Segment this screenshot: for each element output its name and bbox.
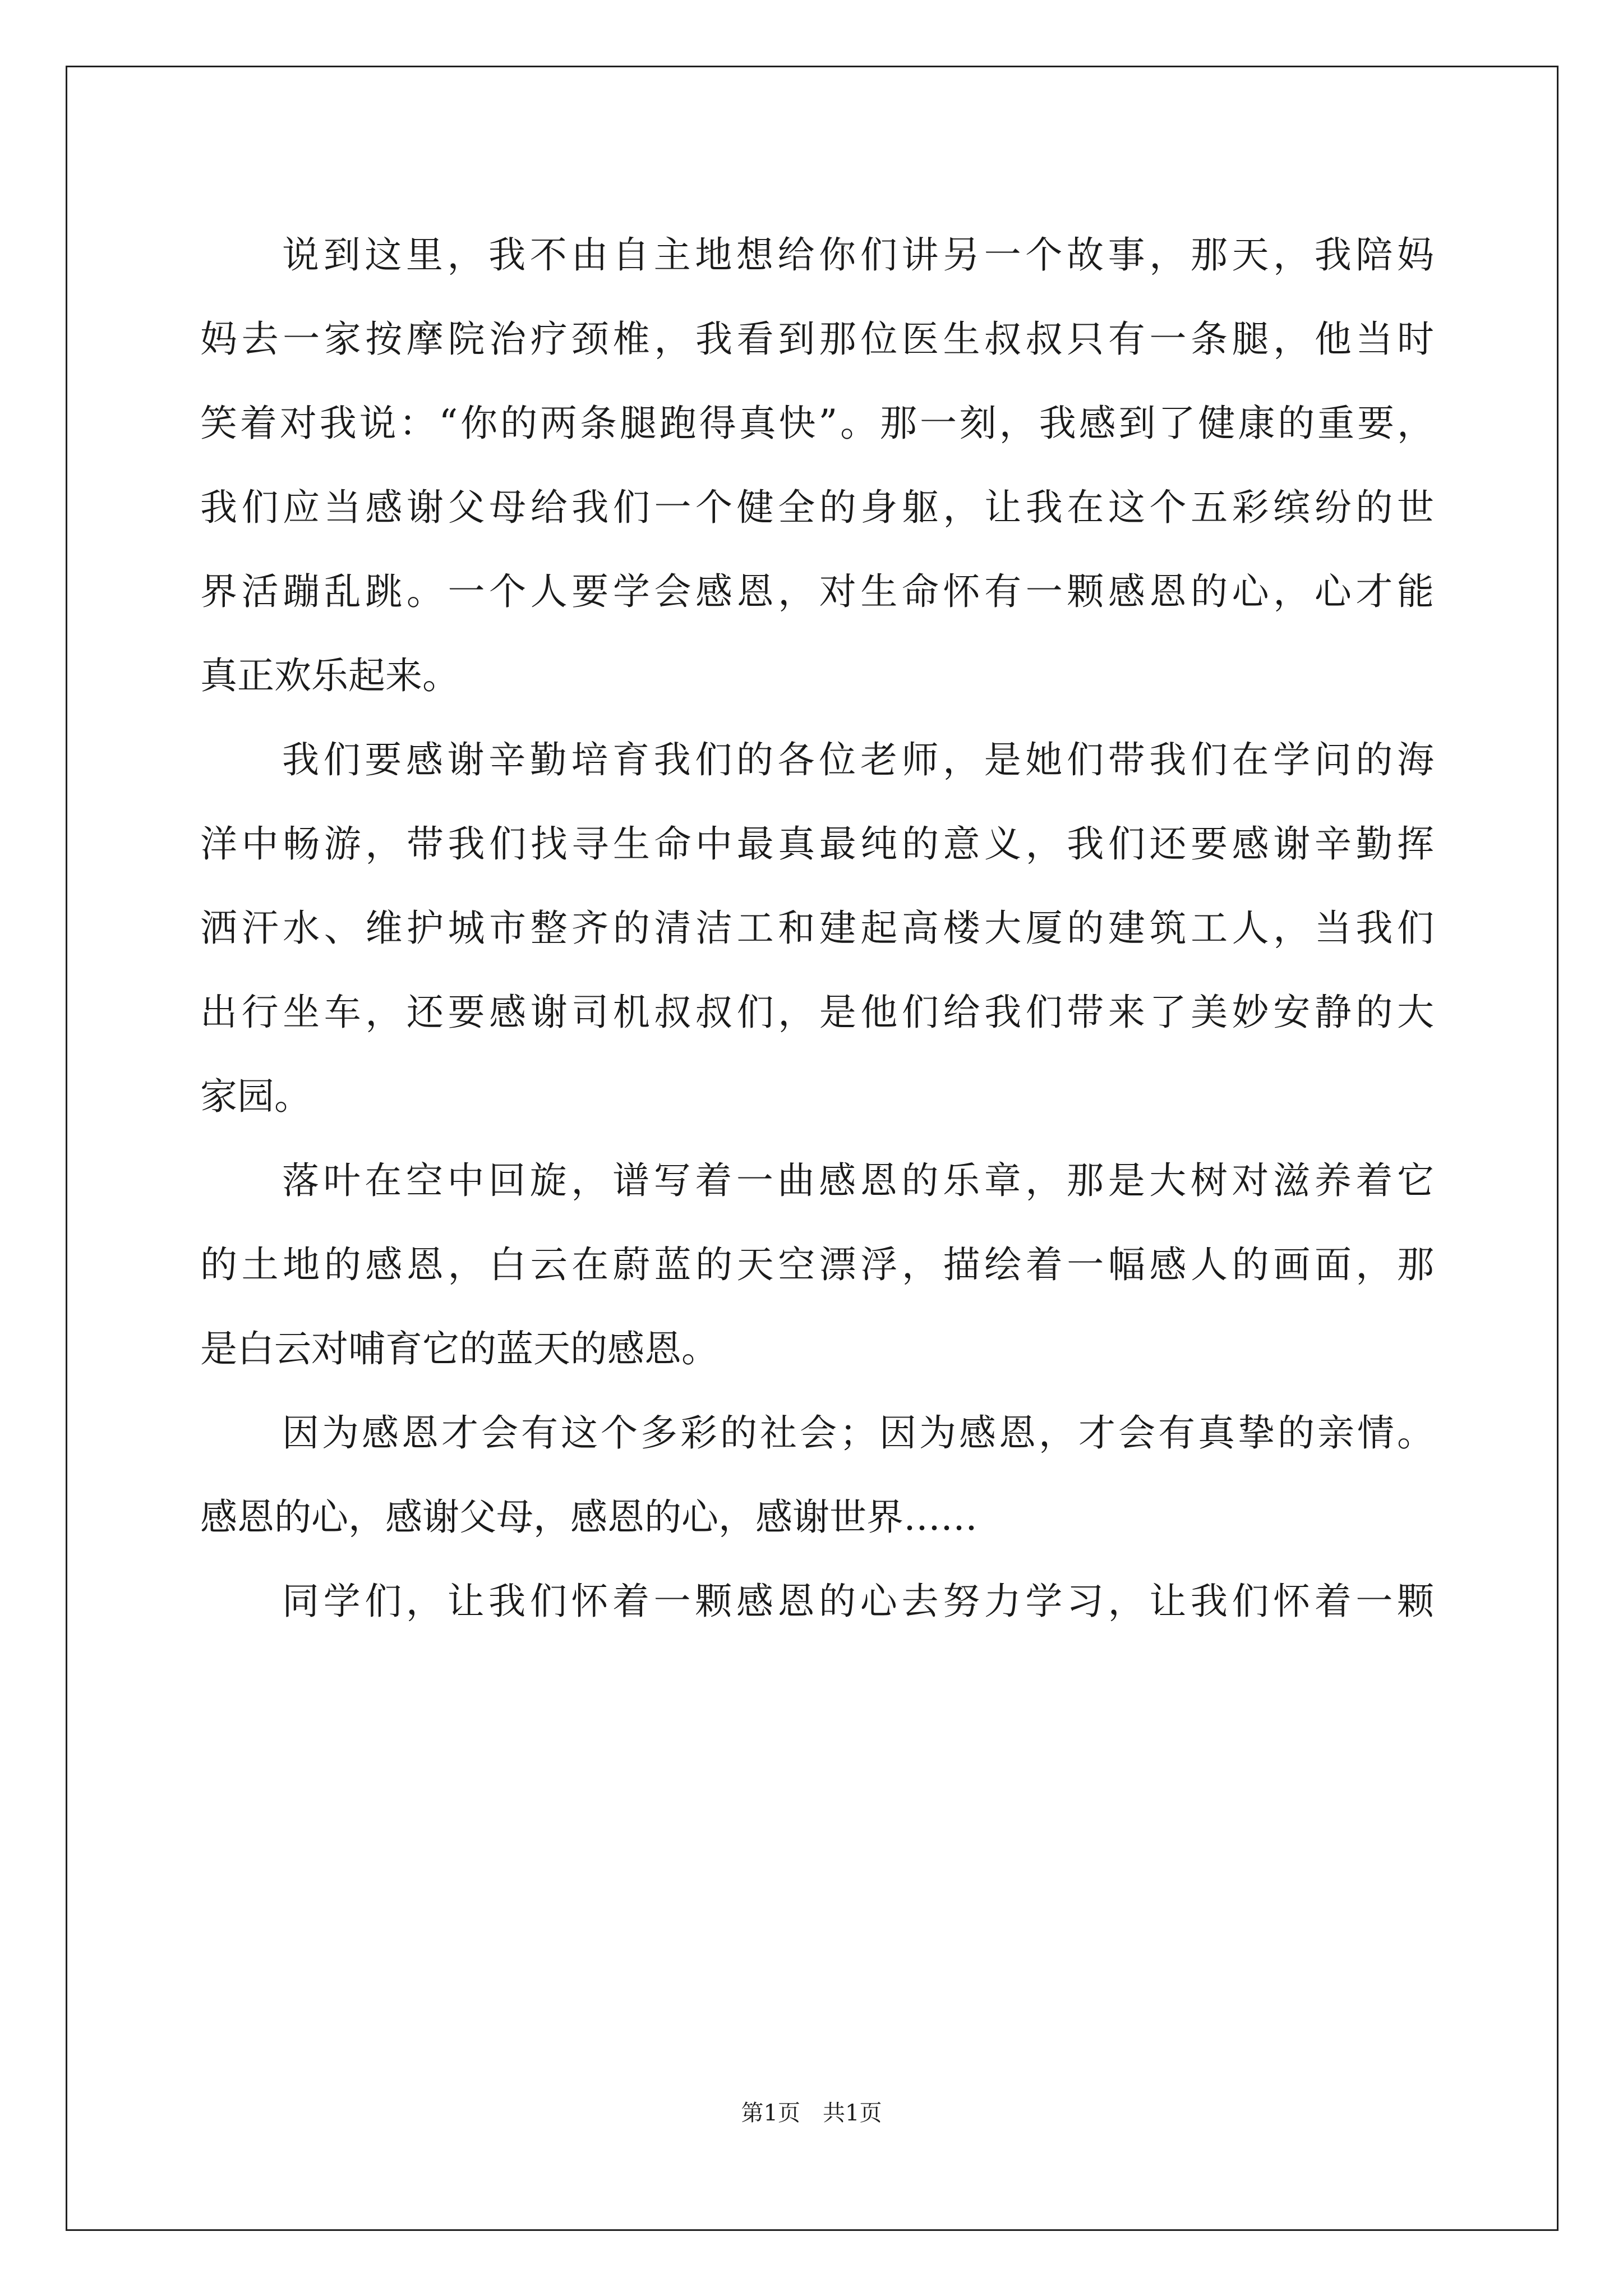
text-line: 界活蹦乱跳。一个人要学会感恩，对生命怀有一颗感恩的心，心才能 (200, 570, 1434, 613)
paragraph-4 (200, 1391, 1434, 1559)
document-body (200, 213, 1434, 1644)
text-line: 出行坐车，还要感谢司机叔叔们，是他们给我们带来了美妙安静的大 (200, 991, 1434, 1034)
text-line: 我们应当感谢父母给我们一个健全的身躯，让我在这个五彩缤纷的世 (200, 486, 1434, 529)
text-line: 同学们，让我们怀着一颗感恩的心去努力学习，让我们怀着一颗 (282, 1580, 1434, 1623)
text-line: 家园。 (200, 1075, 311, 1118)
text-line: 的土地的感恩，白云在蔚蓝的天空漂浮，描绘着一幅感人的画面，那 (200, 1243, 1434, 1286)
text-line: 落叶在空中回旋，谱写着一曲感恩的乐章，那是大树对滋养着它 (282, 1159, 1434, 1202)
text-line: 我们要感谢辛勤培育我们的各位老师，是她们带我们在学问的海 (282, 738, 1434, 781)
page-number-footer: 第1页 共1页 (741, 2100, 882, 2126)
text-line: 感恩的心，感谢父母，感恩的心，感谢世界…… (200, 1496, 978, 1539)
paragraph-1 (200, 213, 1434, 718)
paragraph-5 (200, 1559, 1434, 1644)
text-line: 真正欢乐起来。 (200, 654, 459, 697)
paragraph-3 (200, 1139, 1434, 1391)
text-line: 洋中畅游，带我们找寻生命中最真最纯的意义，我们还要感谢辛勤挥 (200, 822, 1434, 866)
text-line: 妈去一家按摩院治疗颈椎，我看到那位医生叔叔只有一条腿，他当时 (200, 318, 1434, 361)
text-line: 是白云对哺育它的蓝天的感恩。 (200, 1327, 718, 1370)
text-line: 洒汗水、维护城市整齐的清洁工和建起高楼大厦的建筑工人，当我们 (200, 907, 1434, 950)
text-line: 笑着对我说：“你的两条腿跑得真快”。那一刻，我感到了健康的重要， (200, 402, 1434, 445)
text-line: 说到这里，我不由自主地想给你们讲另一个故事，那天，我陪妈 (282, 233, 1434, 277)
text-line: 因为感恩才会有这个多彩的社会；因为感恩，才会有真挚的亲情。 (282, 1411, 1434, 1455)
paragraph-2 (200, 718, 1434, 1139)
